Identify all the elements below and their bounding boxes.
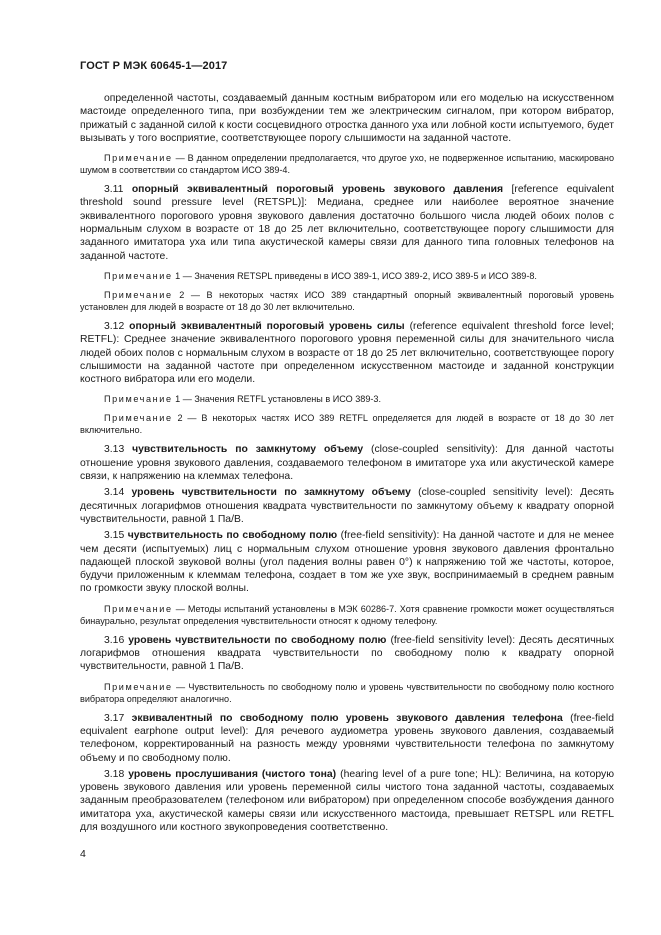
note-separator: 2 —	[172, 289, 207, 300]
paragraph-p317	[80, 712, 614, 765]
section-number: 3.11	[104, 184, 124, 196]
paragraph-p0	[80, 92, 614, 145]
note-label: Примечание	[104, 681, 173, 692]
note-separator: 2 —	[172, 413, 202, 424]
body-text: Значения RETFL установлены в ИСО 389-3.	[194, 394, 381, 405]
page-number: 4	[80, 848, 86, 860]
note-n311a	[80, 270, 614, 282]
document-body	[80, 92, 614, 841]
note-n312b	[80, 412, 614, 436]
section-number: 3.16	[104, 634, 125, 646]
note-n0	[80, 152, 614, 176]
paragraph-p318	[80, 768, 614, 834]
note-n311b	[80, 289, 614, 313]
body-text: (close-coupled sensitivity): Для данной частоты отношение уровня звукового давления, создаваемого телефоном в имитаторе уха или акустической камере связи, к напряжению на клеммах телефона.	[80, 444, 614, 483]
body-text: (free-field sensitivity level): Десять десятичных логарифмов отношения квадрата чувствительности по свободному полю к квадрату опорной чувствительности, равной 1 Па/В.	[80, 634, 615, 673]
body-text: Значения RETSPL приведены в ИСО 389-1, ИСО 389-2, ИСО 389-5 и ИСО 389-8.	[194, 270, 537, 281]
defined-term: чувствительность по замкнутому объему	[132, 444, 364, 456]
note-label: Примечание	[104, 270, 173, 281]
defined-term: эквивалентный по свободному полю уровень звукового давления телефона	[131, 712, 563, 724]
section-number: 3.17	[104, 712, 125, 724]
note-n315	[80, 603, 614, 627]
body-text: (hearing level of a pure tone; HL): Величина, на которую уровень звукового давления или уровень переменной силы чистого тона заданной частоты, создаваемых заданным преобразователем (телефоном или вибратором) при определенном способе возбуждения данного имитатора уха, акустической камеры связи или искусственного мастоида, превышает RETSPL или RETFL для воздушного или костного звукопроведения соответственно.	[80, 768, 615, 833]
paragraph-p312	[80, 320, 614, 386]
note-separator: 1 —	[172, 394, 195, 405]
body-text: (close-coupled sensitivity level): Десять десятичных логарифмов отношения квадрата чувствительности по замкнутому объему к квадрату опорной чувствительности, равной 1 Па/В.	[80, 487, 614, 525]
note-label: Примечание	[104, 289, 173, 300]
note-label: Примечание	[104, 413, 173, 424]
note-separator: —	[172, 681, 189, 692]
defined-term: уровень чувствительности по замкнутому объему	[131, 487, 411, 499]
defined-term: уровень чувствительности по свободному полю	[128, 634, 387, 646]
note-label: Примечание	[104, 603, 173, 614]
section-number: 3.15	[104, 530, 125, 542]
section-number: 3.13	[104, 444, 125, 456]
standard-header: ГОСТ Р МЭК 60645-1—2017	[80, 60, 228, 72]
body-text: (free-field equivalent earphone output level): Для речевого аудиометра уровень звукового давления, создаваемый телефоном, корректированный на разность между уровнями чувствительности телефона по замкнутому объему и по свободному полю.	[80, 712, 615, 764]
body-text: Чувствительность по свободному полю и уровень чувствительности по свободному полю костного вибратора определяют аналогично.	[80, 681, 614, 704]
section-number: 3.12	[104, 320, 125, 332]
defined-term: уровень прослушивания (чистого тона)	[128, 768, 337, 780]
note-label: Примечание	[104, 394, 173, 405]
body-text: определенной частоты, создаваемый данным костным вибратором или его моделью на искусственном мастоиде определенного типа, при возбуждении тем же электрическим сигналом, при котором вибратор, прижатый с заданной силой к кости сосцевидного отростка данного уха или лобной кости испытуемого, будет вызывать у того восприятие, соответствующее порогу слышимости на заданной частоте.	[80, 93, 614, 144]
note-separator: —	[172, 603, 188, 614]
paragraph-p314	[80, 486, 614, 526]
note-label: Примечание	[104, 153, 173, 164]
section-number: 3.14	[104, 487, 125, 499]
defined-term: чувствительность по свободному полю	[127, 530, 338, 542]
body-text: Методы испытаний установлены в МЭК 60286-7. Хотя сравнение громкости может осуществляться бинаурально, результат определения чувствительности относят к одному телефону.	[80, 603, 614, 626]
note-n312a	[80, 393, 614, 405]
paragraph-p315	[80, 529, 614, 595]
defined-term: опорный эквивалентный пороговый уровень силы	[129, 320, 405, 332]
body-text: (free-field sensitivity): На данной частоте и для не менее чем десяти (испытуемых) лиц с нормальным слухом отношение уровня звукового давления фронтально падающей плоской звуковой волны (угол падения волны равен 0°) к напряжению той же частоты, которое, будучи приложенным к клеммам телефона, создает в том же ухе звук, воспринимаемый в среднем равным по громкости звуку плоской волны.	[80, 530, 615, 595]
defined-term: опорный эквивалентный пороговый уровень звукового давления	[131, 184, 504, 196]
section-number: 3.18	[104, 768, 125, 780]
paragraph-p316	[80, 634, 614, 674]
paragraph-p311	[80, 183, 614, 263]
body-text: В некоторых частях ИСО 389 стандартный опорный эквивалентный пороговый уровень установлен для людей в возрасте от 18 до 30 лет включительно.	[80, 289, 614, 312]
note-separator: —	[172, 153, 188, 164]
body-text: В некоторых частях ИСО 389 RETFL определяется для людей в возрасте от 18 до 30 лет включительно.	[80, 413, 614, 436]
note-separator: 1 —	[172, 270, 195, 281]
body-text: В данном определении предполагается, что другое ухо, не подверженное испытанию, маскировано шумом в соответствии со стандартом ИСО 389-4.	[80, 153, 615, 176]
note-n316	[80, 681, 614, 705]
paragraph-p313	[80, 443, 614, 483]
body-text: (reference equivalent threshold force level; RETFL): Среднее значение эквивалентного порогового уровня переменной силы для значительного числа людей обоих полов с нормальным слухом в возрасте от 18 до 25 лет включительно, соответствующее порогу слышимости на заданной частоте при определенном искусственном мастоиде и заданной конструкции костного вибратора или его модели.	[80, 320, 614, 386]
body-text: [reference equivalent threshold sound pressure level (RETSPL)]: Медиана, среднее или наиболее вероятное значение эквивалентного порогового уровня звукового давления достаточно большого числа людей обоих полов с нормальным слухом в возрасте от 18 до 25 лет включительно, соответствующее порогу слышимости для заданного имитатора уха или типа акустической камеры связи для данного типа головных телефонов на заданной частоте.	[80, 184, 615, 262]
